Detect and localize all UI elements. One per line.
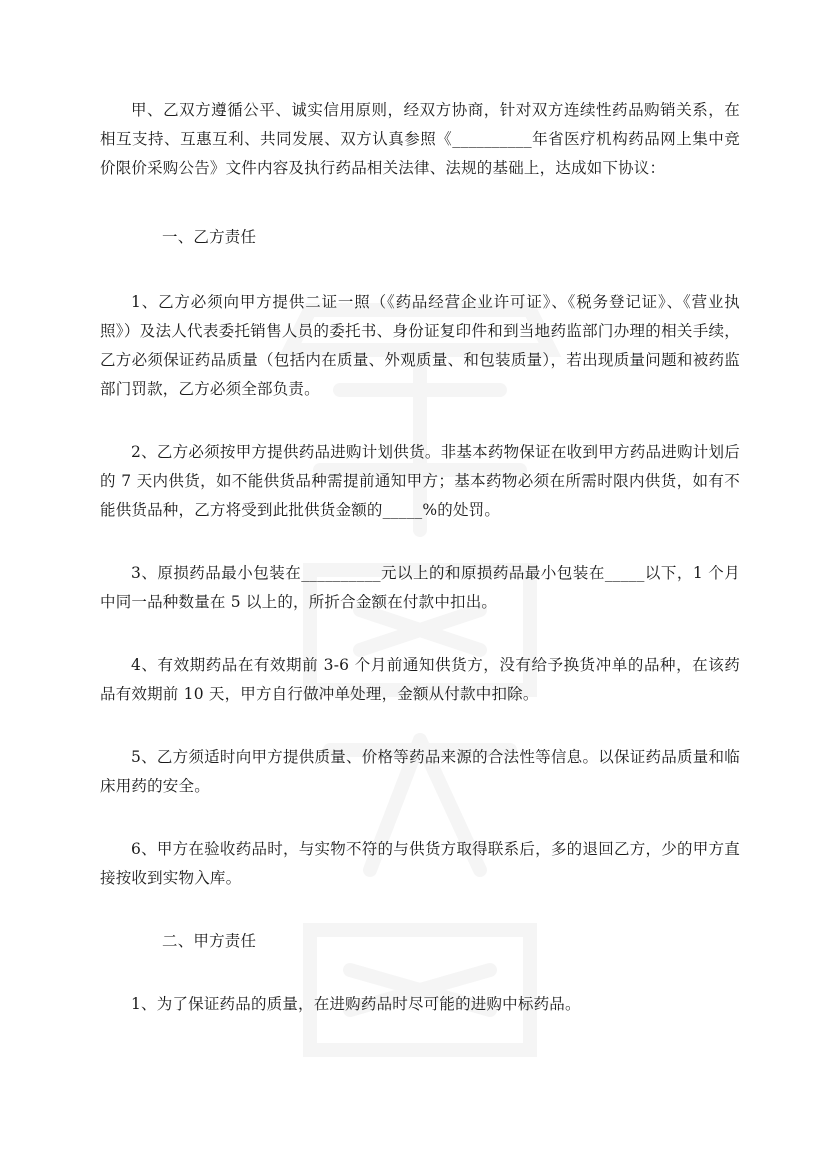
clause-a-1: 1、为了保证药品的质量，在进购药品时尽可能的进购中标药品。 [131,995,581,1013]
clause-b-1: 1、乙方必须向甲方提供二证一照（《药品经营企业许可证》、《税务登记证》、《营业执照》）及法人代表委托销售人员的委托书、身份证复印件和到当地药监部门办理的相关手续，乙方必须保证药品质量（包括内在质量、外观质量、和包装质量），若出现质量问题和被药监部门罚款，乙方必须全部负责。 [100,293,740,398]
clause-b-2: 2、乙方必须按甲方提供药品进购计划供货。非基本药物保证在收到甲方药品进购计划后的 7 天内供货，如不能供货品种需提前通知甲方；基本药物必须在所需时限内供货，如有不能供货品种，乙方将受到此批供货金额的_____%的处罚。 [100,443,740,519]
section-heading-party-a: 二、甲方责任 [162,932,257,950]
intro-paragraph: 甲、乙双方遵循公平、诚实信用原则，经双方协商，针对双方连续性药品购销关系，在相互支持、互惠互利、共同发展、双方认真参照《__________年省医疗机构药品网上集中竞价限价采购公告》文件内容及执行药品相关法律、法规的基础上，达成如下协议： [100,101,740,177]
clause-b-6: 6、甲方在验收药品时，与实物不符的与供货方取得联系后，多的退回乙方，少的甲方直接按收到实物入库。 [100,840,740,887]
section-heading-party-b: 一、乙方责任 [162,228,257,246]
clause-b-4: 4、有效期药品在有效期前 3-6 个月前通知供货方，没有给予换货冲单的品种，在该药品有效期前 10 天，甲方自行做冲单处理，金额从付款中扣除。 [100,656,740,703]
clause-b-5: 5、乙方须适时向甲方提供质量、价格等药品来源的合法性等信息。以保证药品质量和临床用药的安全。 [100,748,740,795]
clause-b-3: 3、原损药品最小包装在__________元以上的和原损药品最小包装在_____以下，1 个月中同一品种数量在 5 以上的，所折合金额在付款中扣出。 [100,564,740,611]
document-body [100,96,740,1019]
